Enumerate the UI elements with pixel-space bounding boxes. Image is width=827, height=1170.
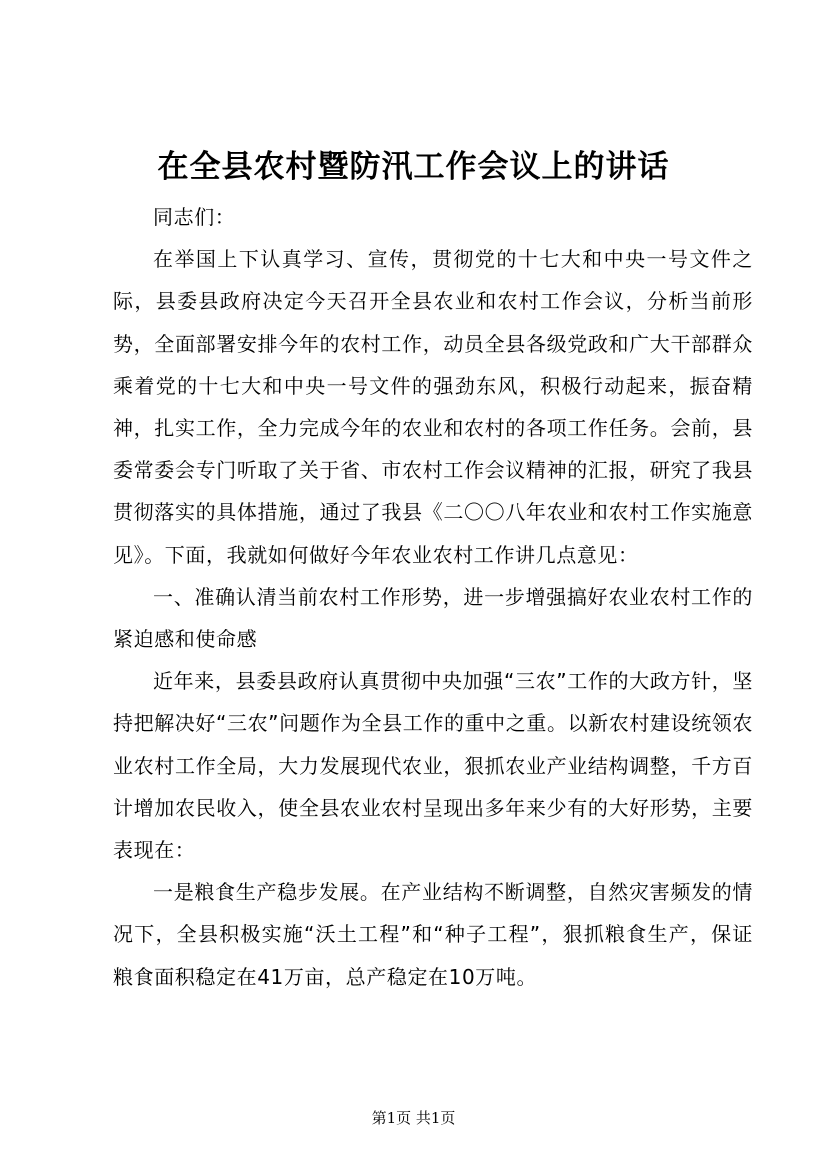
section-heading-1: 一、准确认清当前农村工作形势，进一步增强搞好农业农村工作的紧迫感和使命感 — [113, 584, 753, 652]
paragraph-intro: 在举国上下认真学习、宣传，贯彻党的十七大和中央一号文件之际，县委县政府决定今天召开全县农业和农村工作会议，分析当前形势，全面部署安排今年的农村工作，动员全县各级党政和广大干部群众乘着党的十七大和中央一号文件的强劲东风，积极行动起来，振奋精神，扎实工作，全力完成今年的农业和农村的各项工作任务。会前，县委常委会专门听取了关于省、市农村工作会议精神的汇报，研究了我县贯彻落实的具体措施，通过了我县《二〇〇八年农业和农村工作实施意见》。下面，我就如何做好今年农业农村工作讲几点意见： — [113, 247, 753, 567]
document-body — [113, 196, 753, 998]
salutation: 同志们： — [153, 205, 236, 229]
paragraph-recent-years: 近年来，县委县政府认真贯彻中央加强“三农”工作的大政方针，坚持把解决好“三农”问题作为全县工作的重中之重。以新农村建设统领农业农村工作全局，大力发展现代农业，狠抓农业产业结构调整，千方百计增加农民收入，使全县农业农村呈现出多年来少有的大好形势，主要表现在： — [113, 669, 753, 863]
paragraph-grain-production: 一是粮食生产稳步发展。在产业结构不断调整，自然灾害频发的情况下，全县积极实施“沃土工程”和“种子工程”，狠抓粮食生产，保证粮食面积稳定在41万亩，总产稳定在10万吨。 — [113, 880, 753, 989]
page-number: 第1页 共1页 — [371, 1109, 456, 1127]
document-title: 在全县农村暨防汛工作会议上的讲话 — [157, 149, 670, 185]
